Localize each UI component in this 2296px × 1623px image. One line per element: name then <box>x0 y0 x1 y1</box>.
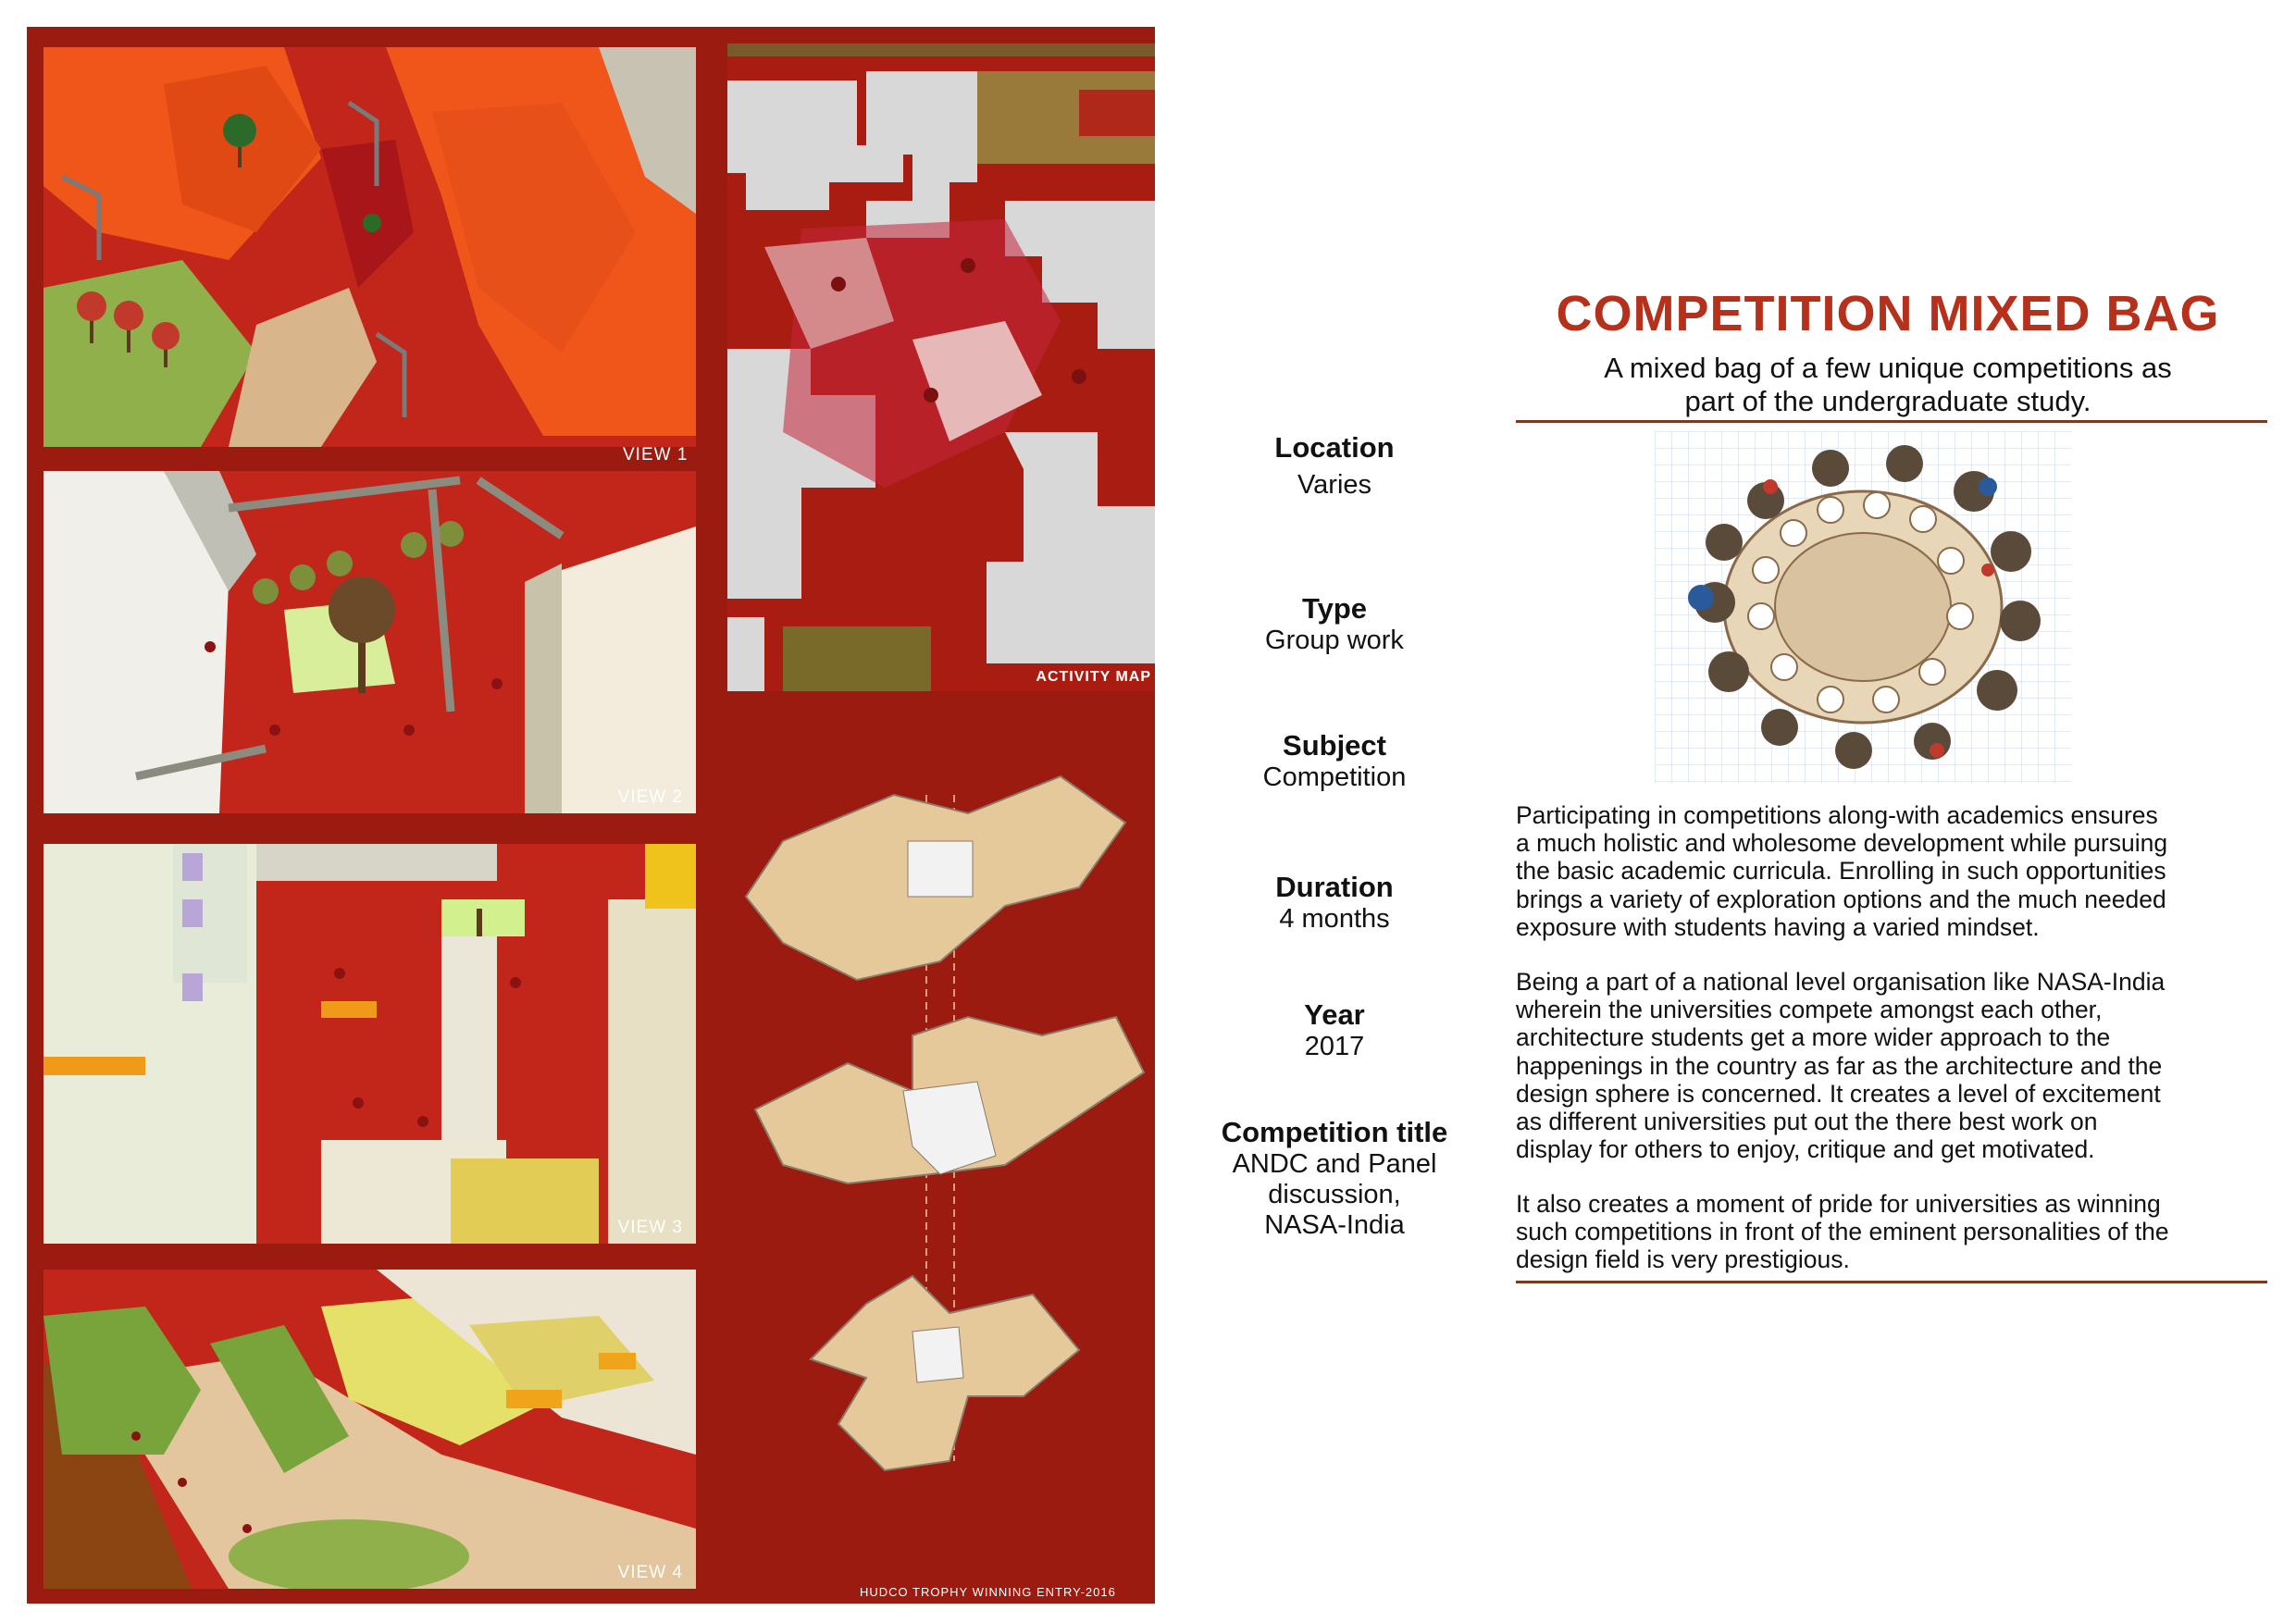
view-2-label: VIEW 2 <box>617 787 683 807</box>
activity-map-label: ACTIVITY MAP <box>1036 669 1151 685</box>
paragraph-line: exposure with students having a varied mindset. <box>1516 912 2040 941</box>
subject-label: Subject <box>1283 729 1386 762</box>
competition-title-label: Competition title <box>1221 1116 1448 1148</box>
view-4-illustration <box>43 1270 696 1589</box>
discussion-illustration <box>1655 431 2071 783</box>
view-1-render <box>43 47 696 447</box>
discussion-illustration-art <box>1655 431 2071 783</box>
subtitle-line: A mixed bag of a few unique competitions as <box>1604 352 2172 384</box>
paragraph-line: design field is very prestigious. <box>1516 1245 1850 1274</box>
view-2-render <box>43 471 696 813</box>
year-label: Year <box>1304 998 1365 1031</box>
view-3-label: VIEW 3 <box>617 1218 683 1237</box>
location-block <box>1168 431 1501 501</box>
competition-title-line: NASA-India <box>1264 1210 1405 1240</box>
competition-board <box>27 27 1155 1604</box>
type-value: Group work <box>1265 626 1404 655</box>
competition-title-line: discussion, <box>1268 1180 1401 1209</box>
view-4-render <box>43 1270 696 1589</box>
year-value: 2017 <box>1304 1032 1365 1061</box>
paragraph-line: display for others to enjoy, critique and get motivated. <box>1516 1135 2095 1164</box>
paragraph-line: such competitions in front of the eminent personalities of the <box>1516 1218 2169 1246</box>
subject-value: Competition <box>1262 762 1407 792</box>
type-block <box>1168 592 1501 656</box>
top-divider <box>1516 420 2267 423</box>
duration-label: Duration <box>1275 871 1394 903</box>
activity-map <box>727 43 1155 691</box>
view-3-render <box>43 844 696 1244</box>
board-footer-label: HUDCO TROPHY WINNING ENTRY-2016 <box>860 1585 1116 1599</box>
paragraph-line: happenings in the country as far as the architecture and the <box>1516 1051 2163 1080</box>
paragraph-line: wherein the universities compete amongst each other, <box>1516 996 2103 1024</box>
year-block <box>1168 998 1501 1062</box>
view-3-illustration <box>43 844 696 1244</box>
competition-title-line: ANDC and Panel <box>1232 1149 1437 1179</box>
floor-plans-panel <box>727 758 1155 1581</box>
view-1-illustration <box>43 47 696 447</box>
page-title: COMPETITION MIXED BAG <box>1556 286 2220 341</box>
page-subtitle <box>1518 352 2258 418</box>
type-label: Type <box>1301 592 1368 625</box>
activity-map-illustration <box>727 43 1155 691</box>
floor-plans-illustration <box>727 758 1155 1581</box>
paragraph-1 <box>1516 801 2267 941</box>
location-label: Location <box>1274 431 1395 464</box>
subject-block <box>1168 729 1501 793</box>
paragraph-line: design sphere is concerned. It creates a level of excitement <box>1516 1079 2161 1108</box>
duration-block <box>1168 871 1501 935</box>
paragraph-3 <box>1516 1190 2267 1274</box>
duration-value: 4 months <box>1279 904 1390 934</box>
paragraph-line: as different universities put out the there best work on <box>1516 1108 2098 1136</box>
paragraph-line: brings a variety of exploration options and the much needed <box>1516 885 2166 913</box>
bottom-divider <box>1516 1281 2267 1283</box>
competition-title-block <box>1168 1116 1501 1241</box>
paragraph-2 <box>1516 968 2267 1163</box>
paragraph-line: the basic academic curricula. Enrolling in such opportunities <box>1516 857 2166 886</box>
view-2-illustration <box>43 471 696 813</box>
paragraph-line: It also creates a moment of pride for universities as winning <box>1516 1190 2161 1218</box>
paragraph-line: a much holistic and wholesome development while pursuing <box>1516 829 2168 858</box>
subtitle-line: part of the undergraduate study. <box>1684 385 2091 417</box>
view-1-label: VIEW 1 <box>623 445 689 465</box>
location-value: Varies <box>1297 470 1372 500</box>
paragraph-line: architecture students get a more wider approach to the <box>1516 1023 2111 1052</box>
paragraph-line: Participating in competitions along-with academics ensures <box>1516 801 2158 829</box>
paragraph-line: Being a part of a national level organisation like NASA-India <box>1516 968 2166 996</box>
view-4-label: VIEW 4 <box>617 1563 683 1582</box>
